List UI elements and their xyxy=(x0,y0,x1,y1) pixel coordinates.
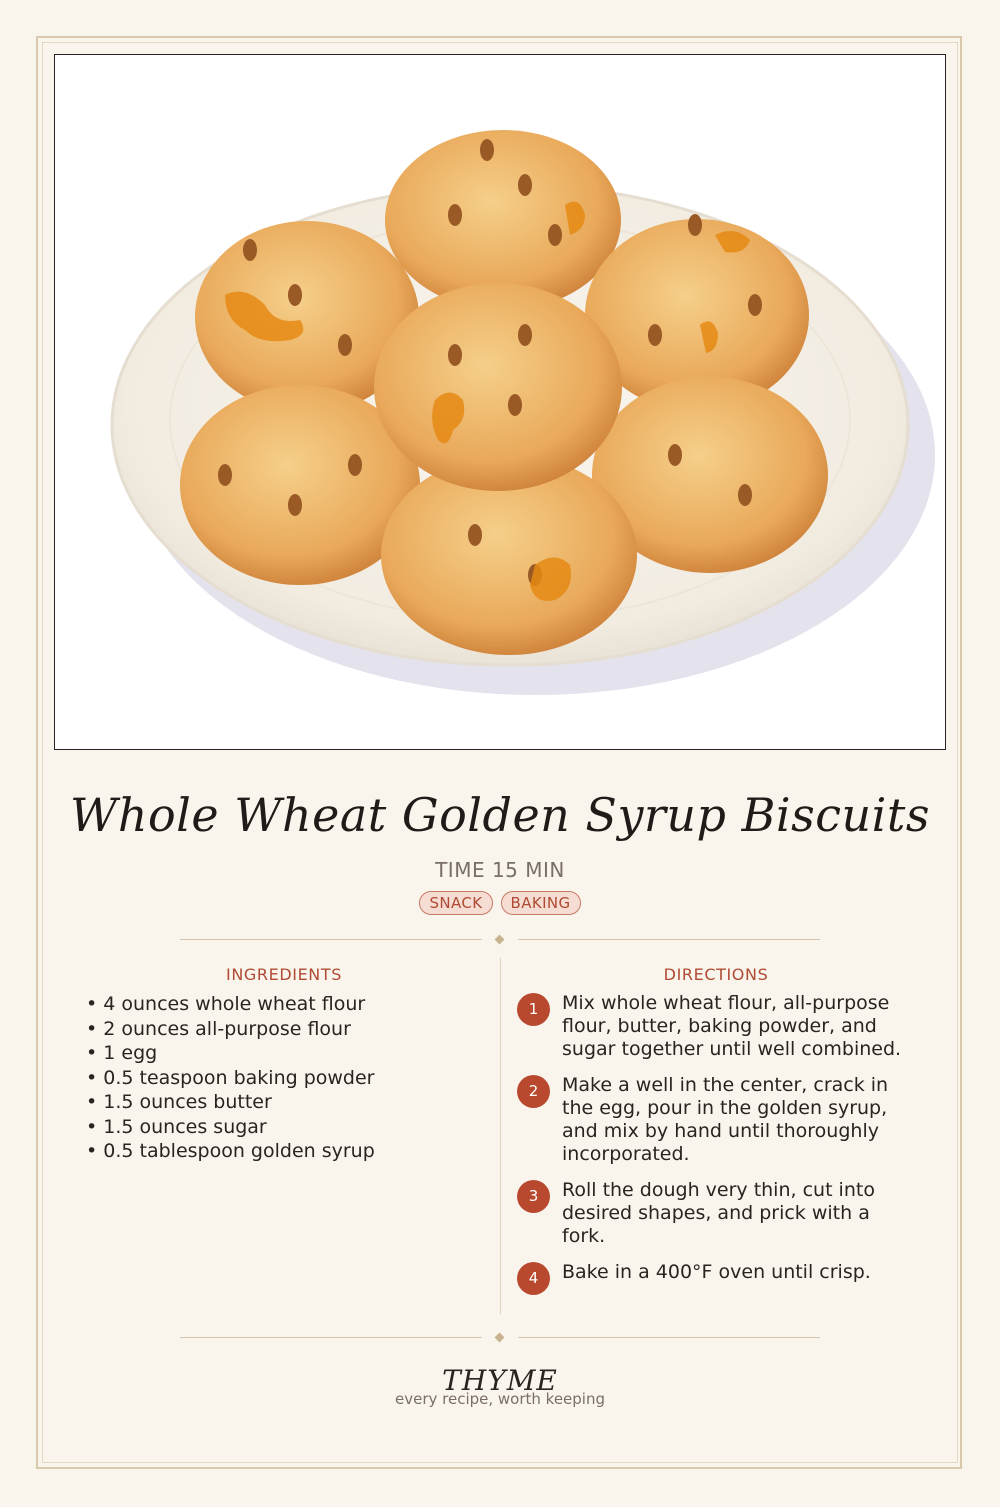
ingredient-item: • 1.5 ounces sugar xyxy=(86,1115,486,1140)
recipe-photo xyxy=(54,54,946,750)
tag-list xyxy=(0,891,1000,915)
ingredients-heading: INGREDIENTS xyxy=(226,965,342,984)
tag-baking[interactable]: BAKING xyxy=(501,891,581,915)
footer-divider-right xyxy=(518,1337,820,1338)
direction-step xyxy=(517,1179,917,1248)
step-number-badge: 2 xyxy=(517,1075,550,1108)
ingredient-item: • 1 egg xyxy=(86,1041,486,1066)
ingredient-item: • 0.5 tablespoon golden syrup xyxy=(86,1139,486,1164)
ingredient-item: • 0.5 teaspoon baking powder xyxy=(86,1066,486,1091)
ingredient-item: • 4 ounces whole wheat flour xyxy=(86,992,486,1017)
step-text: Bake in a 400°F oven until crisp. xyxy=(562,1261,871,1283)
brand-tagline: every recipe, worth keeping xyxy=(394,1390,605,1408)
ingredient-item: • 1.5 ounces butter xyxy=(86,1090,486,1115)
column-divider xyxy=(500,958,501,1314)
step-text: Make a well in the center, crack in the egg, pour in the golden syrup, and mix by hand until thoroughly incorporated. xyxy=(562,1074,889,1165)
step-text: Roll the dough very thin, cut into desired shapes, and prick with a fork. xyxy=(562,1179,875,1247)
direction-step xyxy=(517,1074,917,1166)
tag-snack[interactable]: SNACK xyxy=(419,891,492,915)
step-number-badge: 3 xyxy=(517,1180,550,1213)
brand-logo: THYME xyxy=(442,1364,558,1397)
footer-divider-left xyxy=(180,1337,482,1338)
direction-list xyxy=(517,992,917,1297)
directions-heading: DIRECTIONS xyxy=(663,965,769,984)
ingredient-list xyxy=(86,992,486,1164)
divider-left xyxy=(180,939,482,940)
cook-time: TIME 15 MIN xyxy=(435,858,565,882)
recipe-title: Whole Wheat Golden Syrup Biscuits xyxy=(70,788,930,842)
ingredient-item: • 2 ounces all-purpose flour xyxy=(86,1017,486,1042)
direction-step xyxy=(517,1261,917,1287)
step-number-badge: 1 xyxy=(517,993,550,1026)
direction-step xyxy=(517,992,917,1061)
step-text: Mix whole wheat flour, all-purpose flour, butter, baking powder, and sugar together until well combined. xyxy=(562,992,902,1060)
step-number-badge: 4 xyxy=(517,1262,550,1295)
divider-right xyxy=(518,939,820,940)
